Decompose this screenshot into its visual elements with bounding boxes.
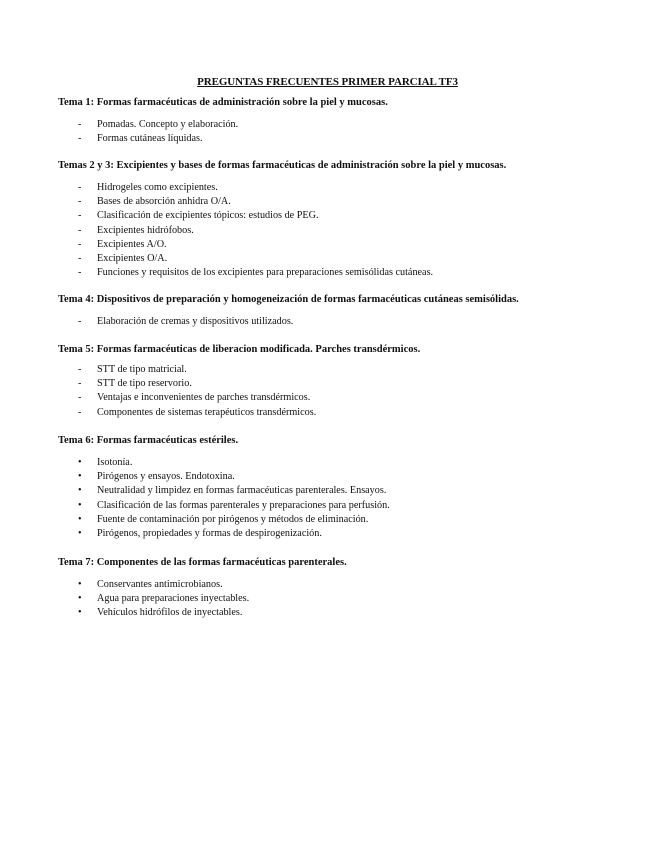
list-item-text: Excipientes O/A.: [97, 252, 168, 264]
bullet-marker: -: [78, 182, 82, 193]
bullet-marker: •: [78, 579, 82, 590]
list-item-text: Isotonía.: [97, 457, 133, 468]
list-item-text: Funciones y requisitos de los excipientes para preparaciones semisólidas cutáneas.: [97, 267, 434, 279]
bullet-marker: -: [78, 119, 82, 130]
bullet-marker: •: [78, 499, 82, 511]
bullet-marker: -: [78, 364, 82, 375]
bullet-marker: •: [78, 457, 82, 468]
bullet-marker: •: [78, 607, 82, 619]
list-item-text: Conservantes antimicrobianos.: [97, 579, 223, 590]
bullet-marker: -: [78, 133, 82, 145]
list-item-text: Agua para preparaciones inyectables.: [97, 593, 250, 605]
list-item-text: Ventajas e inconvenientes de parches transdérmicos.: [97, 392, 311, 404]
list-item-text: STT de tipo matricial.: [97, 364, 187, 375]
bullet-marker: -: [78, 267, 82, 279]
list-item-text: Pirógenos, propiedades y formas de despirogenización.: [97, 527, 322, 539]
bullet-marker: •: [78, 513, 82, 525]
list-item-text: Componentes de sistemas terapéuticos transdérmicos.: [97, 406, 317, 418]
section-heading: Tema 7: Componentes de las formas farmacéuticas parenterales.: [58, 557, 347, 568]
list-item-text: Bases de absorción anhidra O/A.: [97, 196, 231, 208]
bullet-marker: -: [78, 210, 82, 222]
list-item-text: Vehículos hidrófilos de inyectables.: [97, 607, 243, 619]
bullet-marker: •: [78, 593, 82, 605]
list-item-text: Formas cutáneas líquidas.: [97, 133, 203, 145]
section-heading: Temas 2 y 3: Excipientes y bases de formas farmacéuticas de administración sobre la piel y mucosas.: [58, 160, 507, 171]
list-item-text: STT de tipo reservorio.: [97, 378, 192, 390]
bullet-marker: -: [78, 406, 82, 418]
section-heading: Tema 6: Formas farmacéuticas estériles.: [58, 435, 239, 446]
section-heading: Tema 5: Formas farmacéuticas de liberacion modificada. Parches transdérmicos.: [58, 344, 421, 355]
list-item-text: Elaboración de cremas y dispositivos utilizados.: [97, 316, 294, 327]
list-item-text: Clasificación de las formas parenterales y preparaciones para perfusión.: [97, 499, 390, 511]
section-heading: Tema 4: Dispositivos de preparación y homogeneización de formas farmacéuticas cutáneas semisólidas.: [58, 294, 519, 305]
bullet-marker: •: [78, 485, 82, 497]
bullet-marker: -: [78, 316, 82, 327]
list-item-text: Pomadas. Concepto y elaboración.: [97, 119, 239, 130]
list-item-text: Pirógenos y ensayos. Endotoxina.: [97, 471, 235, 483]
section-heading: Tema 1: Formas farmacéuticas de administración sobre la piel y mucosas.: [58, 97, 388, 108]
document-title: PREGUNTAS FRECUENTES PRIMER PARCIAL TF3: [197, 76, 458, 88]
list-item-text: Excipientes A/O.: [97, 238, 167, 250]
bullet-marker: -: [78, 252, 82, 264]
list-item-text: Excipientes hidrófobos.: [97, 224, 194, 236]
list-item-text: Fuente de contaminación por pirógenos y métodos de eliminación.: [97, 513, 369, 525]
bullet-marker: -: [78, 196, 82, 208]
bullet-marker: -: [78, 392, 82, 404]
list-item-text: Neutralidad y limpidez en formas farmacéuticas parenterales. Ensayos.: [97, 485, 387, 497]
bullet-marker: -: [78, 238, 82, 250]
bullet-marker: •: [78, 527, 82, 539]
bullet-marker: -: [78, 224, 82, 236]
list-item-text: Hidrogeles como excipientes.: [97, 182, 218, 193]
list-item-text: Clasificación de excipientes tópicos: estudios de PEG.: [97, 210, 319, 222]
bullet-marker: -: [78, 378, 82, 390]
bullet-marker: •: [78, 471, 82, 483]
